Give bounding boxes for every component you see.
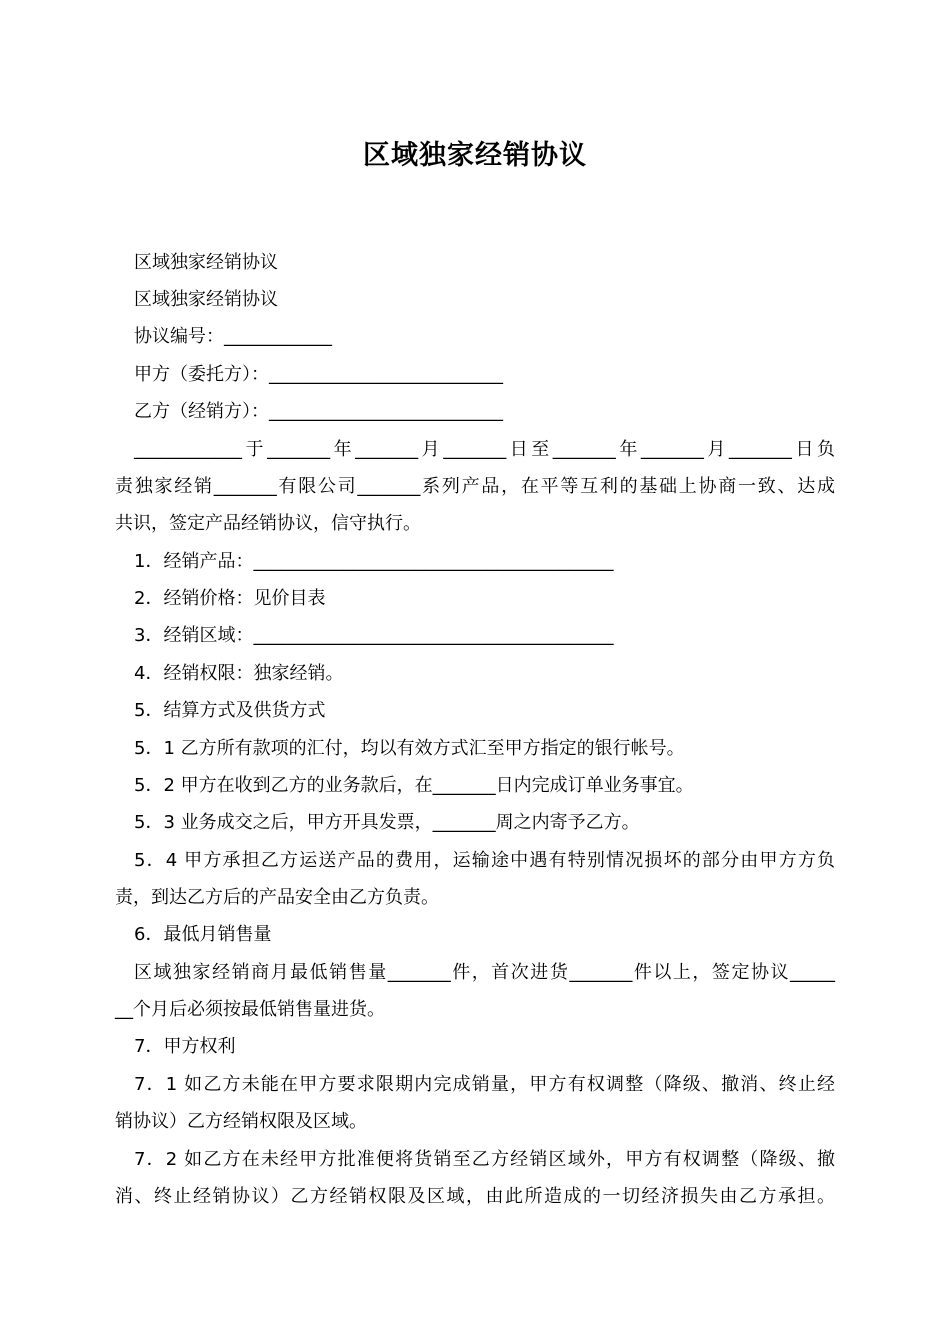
clause-line: 5．4 甲方承担乙方运送产品的费用，运输途中遇有特别情况损坏的部分由甲方方负 — [134, 850, 835, 871]
clause-line: 4．经销权限：独家经销。 — [134, 663, 344, 684]
clause-line: 5．结算方式及供货方式 — [134, 700, 326, 721]
clause-line: 7．2 如乙方在未经甲方批准便将货销至乙方经销区域外，甲方有权调整（降级、撤 — [134, 1149, 835, 1170]
paragraph-line: ____________于_______年_______月_______日至_______年_______月_______日负 — [134, 439, 835, 460]
paragraph-line: 共识，签定产品经销协议，信守执行。 — [115, 513, 421, 534]
clause-line: 3．经销区域：________________________________________ — [134, 625, 614, 646]
clause-line: 5．3 业务成交之后，甲方开具发票，_______周之内寄予乙方。 — [134, 812, 640, 833]
clause-line: 5．2 甲方在收到乙方的业务款后，在_______日内完成订单业务事宜。 — [134, 775, 694, 796]
clause-line: 消、终止经销协议）乙方经销权限及区域，由此所造成的一切经济损失由乙方承担。 — [115, 1186, 835, 1207]
party-a-line: 甲方（委托方）：__________________________ — [134, 364, 503, 385]
clause-line: 销协议）乙方经销权限及区域。 — [115, 1111, 367, 1132]
clause-line: 1．经销产品：________________________________________ — [134, 551, 614, 572]
document-title: 区域独家经销协议 — [363, 140, 587, 171]
heading-line: 区域独家经销协议 — [134, 252, 278, 273]
heading-line: 区域独家经销协议 — [134, 289, 278, 310]
clause-line: 责，到达乙方后的产品安全由乙方负责。 — [115, 887, 439, 908]
clause-line: 7．1 如乙方未能在甲方要求限期内完成销量，甲方有权调整（降级、撤消、终止经 — [134, 1074, 835, 1095]
clause-line: 区域独家经销商月最低销售量_______件，首次进货_______件以上，签定协议_____ — [134, 962, 835, 983]
party-b-line: 乙方（经销方）：__________________________ — [134, 401, 503, 422]
clause-line: 6．最低月销售量 — [134, 924, 272, 945]
clause-line: 2．经销价格：见价目表 — [134, 588, 326, 609]
clause-line: 5．1 乙方所有款项的汇付，均以有效方式汇至甲方指定的银行帐号。 — [134, 738, 685, 759]
clause-line: 7．甲方权利 — [134, 1036, 236, 1057]
clause-line: __个月后必须按最低销售量进货。 — [115, 999, 385, 1020]
agreement-number-line: 协议编号：____________ — [134, 326, 332, 347]
paragraph-line: 责独家经销_______有限公司_______系列产品，在平等互利的基础上协商一致、达成 — [115, 476, 835, 497]
